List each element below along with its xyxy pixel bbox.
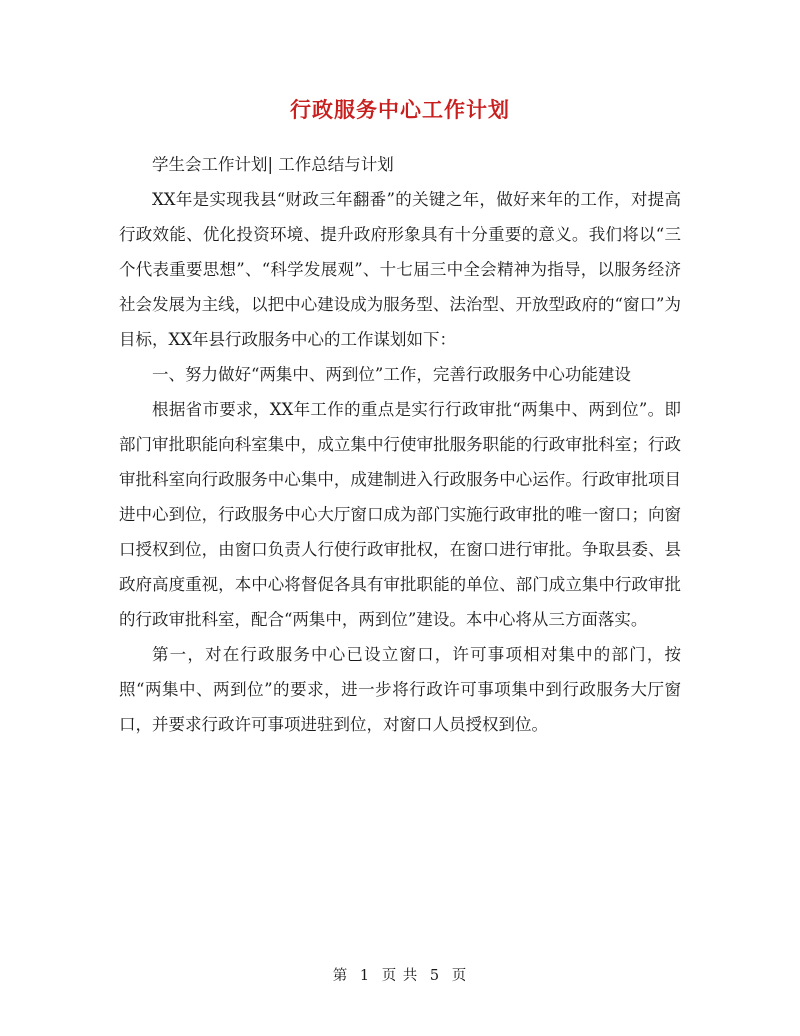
footer-total-pages: 5 (429, 968, 441, 984)
paragraph-requirements: 根据省市要求，XX年工作的重点是实行行政审批“两集中、两到位”。即部门审批职能向科室集中，成立集中行使审批服务职能的行政审批科室；行政审批科室向行政服务中心集中，成建制进入行政服务中心运作。行政审批项目进中心到位，行政服务中心大厅窗口成为部门实施行政审批的唯一窗口；向窗口授权到位，由窗口负责人行使行政审批权，在窗口进行审批。争取县委、县政府高度重视，本中心将督促各具有审批职能的单位、部门成立集中行政审批的行政审批科室，配合“两集中，两到位”建设。本中心将从三方面落实。 (119, 400, 681, 629)
footer-suffix: 页 (451, 968, 468, 984)
paragraph-intro: XX年是实现我县“财政三年翻番”的关键之年，做好来年的工作，对提高行政效能、优化投资环境、提升政府形象具有十分重要的意义。我们将以“三个代表重要思想”、“科学发展观”、十七届三中全会精神为指导，以服务经济社会发展为主线，以把中心建设成为服务型、法治型、开放型政府的“窗口”为目标，XX年县行政服务中心的工作谋划如下： (119, 190, 681, 349)
footer-prefix: 第 (332, 968, 349, 984)
document-title: 行政服务中心工作计划 (290, 97, 510, 122)
footer-middle: 页 共 (381, 968, 419, 984)
footer-current-page: 1 (359, 968, 371, 984)
paragraph-first-point: 第一，对在行政服务中心已设立窗口，许可事项相对集中的部门，按照“两集中、两到位”的要求，进一步将行政许可事项集中到行政服务大厅窗口，并要求行政许可事项进驻到位，对窗口人员授权到位。 (119, 645, 681, 734)
category-line: 学生会工作计划| 工作总结与计划 (152, 155, 394, 174)
page-footer (0, 964, 800, 985)
section-heading-1: 一、努力做好“两集中、两到位”工作，完善行政服务中心功能建设 (152, 365, 631, 384)
document-body (119, 147, 681, 742)
